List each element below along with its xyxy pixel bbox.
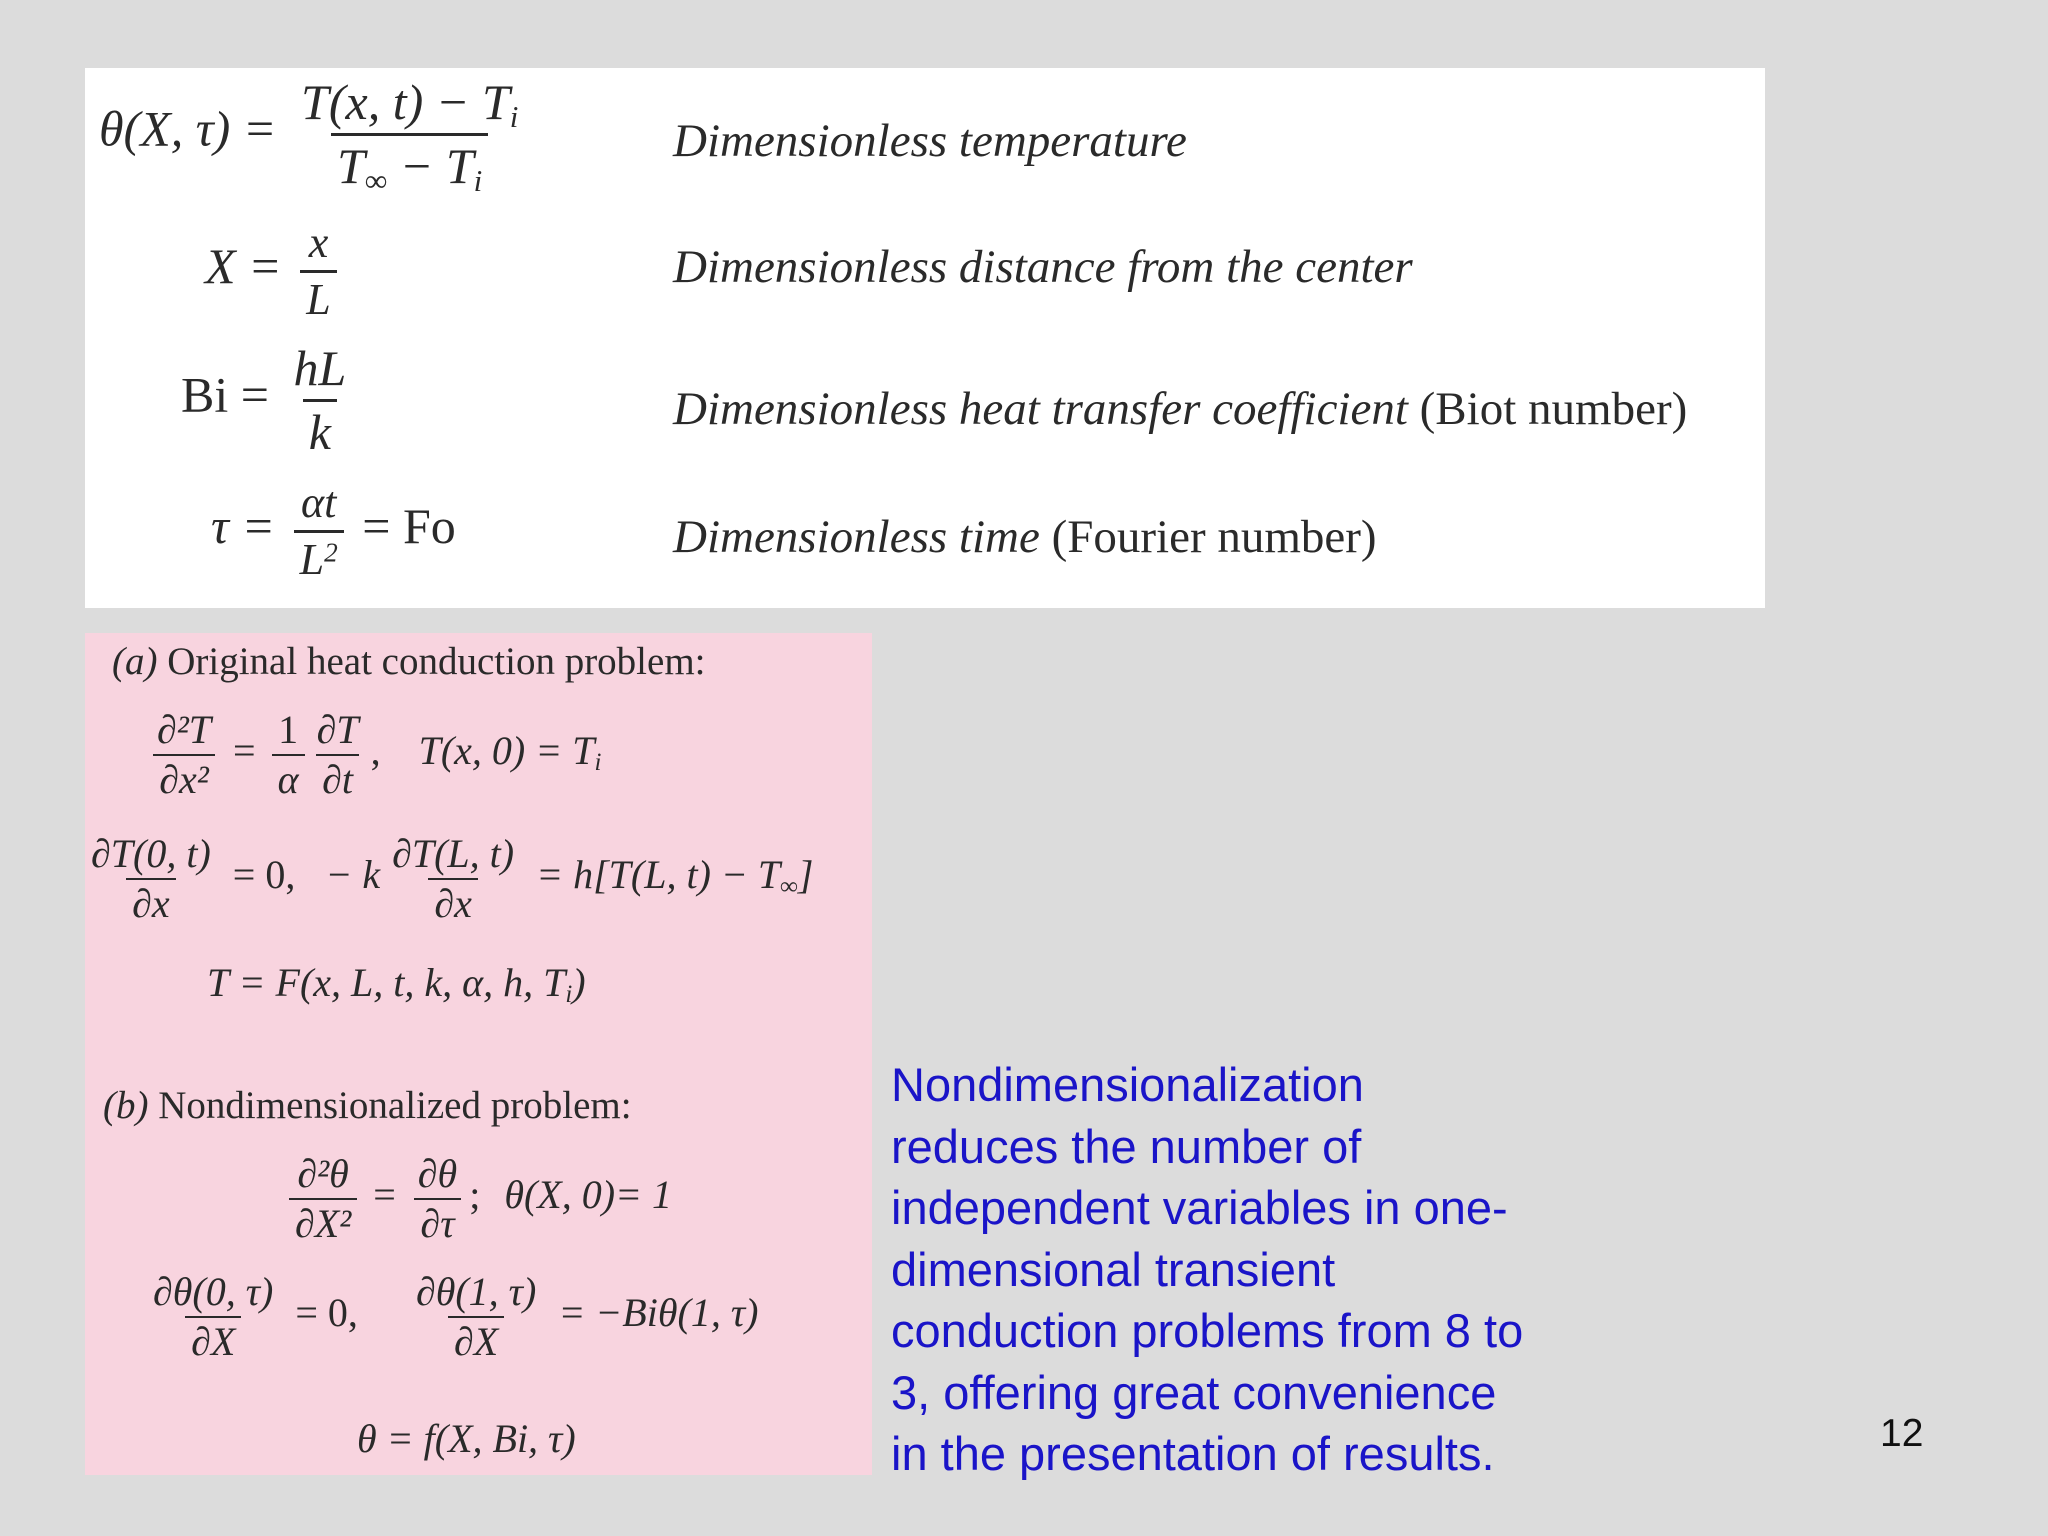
dimensionless-definitions-panel xyxy=(85,68,1765,608)
description-biot-number: Dimensionless heat transfer coefficient (Biot number) xyxy=(673,383,1688,435)
note-line: conduction problems from 8 to xyxy=(891,1304,1524,1357)
nondimensional-initial-condition: θ(X, 0)= 1 xyxy=(504,1172,673,1218)
equation-fourier-number xyxy=(211,480,456,583)
description-fourier-number: Dimensionless time (Fourier number) xyxy=(673,511,1377,563)
fraction: $\frac{T(x, t) - T_i}{T_\infty - T_i}$ xyxy=(301,74,519,198)
nondimensional-boundary-conditions: $\frac{\partial\theta(0, \tau)}{\partial X}$ = 0, $\frac{\partial\theta(1, \tau)}{\partial X}$ = −Biθ(1, τ) xyxy=(153,1269,759,1364)
equation-biot-number xyxy=(181,342,358,458)
fraction: $\frac{hL}{k}$ xyxy=(293,340,347,460)
note-line: reduces the number of xyxy=(891,1119,1362,1173)
original-initial-condition: T(x, $0) = T_i$ xyxy=(418,728,602,777)
note-line: dimensional transient xyxy=(891,1242,1336,1296)
original-solution-form: T = F(x, L, t, k, α, h, $T_i$) xyxy=(207,960,586,1009)
equation-lhs: X = xyxy=(205,238,282,295)
nondimensional-problem-heading: (b) Nondimensionalized problem: xyxy=(103,1084,632,1127)
fraction: $\frac{\alpha t}{L^2}$ xyxy=(294,480,344,583)
description-dimensionless-temperature: Dimensionless temperature xyxy=(673,115,1187,167)
slide-page-number: 12 xyxy=(1880,1412,1924,1455)
equation-lhs: Bi = xyxy=(181,366,269,423)
nondimensional-pde-equation: $\frac{\text{∂²θ}}{\text{∂X²}}$ = $\frac{\partial\theta}{\partial\tau}$ ; θ(X, 0)= 1 xyxy=(283,1153,672,1245)
original-boundary-conditions: $\frac{\partial T(0, t)}{\partial x}$ = 0, − k $\frac{\partial T(L, t)}{\partial x}$ = h[T(L, $t) - T_\infty$] xyxy=(91,831,814,926)
nondimensionalization-note xyxy=(891,1054,1611,1485)
note-line: independent variables in one- xyxy=(891,1181,1508,1234)
equation-lhs: θ(X, τ) = xyxy=(99,100,277,157)
original-problem-heading: (a) Original heat conduction problem: xyxy=(112,640,706,683)
problem-comparison-panel xyxy=(85,633,872,1475)
description-dimensionless-distance: Dimensionless distance from the center xyxy=(673,241,1413,293)
note-line: in the presentation of results. xyxy=(891,1427,1495,1480)
equation-rhs: = Fo xyxy=(362,498,456,555)
equation-dimensionless-distance xyxy=(205,220,343,323)
fraction: $\frac{x}{L}$ xyxy=(300,220,336,323)
original-pde-equation: $\frac{\text{∂²T}}{\text{∂x²}}$ = $\frac{1}{\alpha}$ $\frac{\partial T}{\partial t}$ , T(x, $0) = T_i$ xyxy=(145,709,601,801)
equation-dimensionless-temperature xyxy=(99,74,530,198)
note-line: Nondimensionalization xyxy=(891,1058,1364,1111)
nondimensional-solution-form: θ = f(X, Bi, τ) xyxy=(357,1416,576,1461)
note-line: 3, offering great convenience xyxy=(891,1365,1497,1419)
equation-lhs: τ = xyxy=(211,498,276,555)
